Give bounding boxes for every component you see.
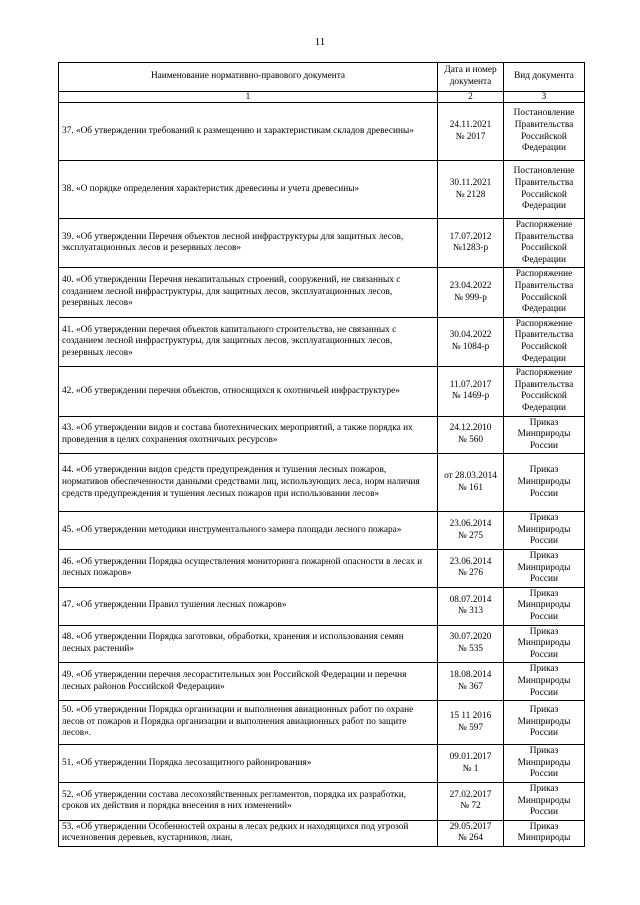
document-name-cell: 46. «Об утверждении Порядка осуществления мониторинга пожарной опасности в лесах и лесных пожаров» [59,550,438,588]
table-row [59,663,585,701]
document-type-cell: Приказ Минприроды России [504,454,585,512]
document-type-cell: Приказ Минприроды России [504,782,585,820]
header-document-name: Наименование нормативно-правового документа [59,63,438,92]
date-number-cell: 15 11 2016 № 597 [438,701,504,745]
document-name-cell: 43. «Об утверждении видов и состава биотехнических мероприятий, а также порядка их проведения в целях сохранения охотничьих ресурсов» [59,416,438,454]
date-number-cell: от 28.03.2014 № 161 [438,454,504,512]
date-number-cell: 29.05.2017 № 264 [438,820,504,846]
document-name-cell: 38. «О порядке определения характеристик древесины и учета древесины» [59,161,438,219]
document-type-cell: Постановление Правительства Российской Федерации [504,103,585,161]
date-number-cell: 27.02.2017 № 72 [438,782,504,820]
document-type-cell: Распоряжение Правительства Российской Федерации [504,219,585,268]
date-number-cell: 23.04.2022 № 999-р [438,268,504,317]
date-number-cell: 17.07.2012 №1283-р [438,219,504,268]
date-number-cell: 08.07.2014 № 313 [438,587,504,625]
document-name-cell: 42. «Об утверждении перечня объектов, относящихся к охотничьей инфраструктуре» [59,367,438,416]
document-type-cell: Приказ Минприроды России [504,701,585,745]
table-row [59,782,585,820]
date-number-cell: 18.08.2014 № 367 [438,663,504,701]
table-row [59,625,585,663]
column-number-3: 3 [504,92,585,103]
document-name-cell: 41. «Об утверждении перечня объектов капитального строительства, не связанных с созданием лесной инфраструктуры, для защитных лесов, эксплуатационных лесов, резервных лесов» [59,317,438,366]
page-number: 11 [314,36,326,48]
document-type-cell: Приказ Минприроды [504,820,585,846]
table-row [59,317,585,366]
header-document-type: Вид документа [504,63,585,92]
table-row [59,454,585,512]
document-type-cell: Приказ Минприроды России [504,745,585,783]
table-row [59,550,585,588]
table-row [59,701,585,745]
column-number-row [59,92,585,103]
date-number-cell: 30.07.2020 № 535 [438,625,504,663]
document-type-cell: Приказ Минприроды России [504,625,585,663]
document-name-cell: 39. «Об утверждении Перечня объектов лесной инфраструктуры для защитных лесов, эксплуатационных лесов и резервных лесов» [59,219,438,268]
document-name-cell: 37. «Об утверждении требований к размещению и характеристикам складов древесины» [59,103,438,161]
table-row [59,820,585,846]
document-type-cell: Приказ Минприроды России [504,512,585,550]
date-number-cell: 30.04.2022 № 1084-р [438,317,504,366]
table-header-row [59,63,585,92]
date-number-cell: 23.06.2014 № 275 [438,512,504,550]
table-row [59,268,585,317]
document-name-cell: 52. «Об утверждении состава лесохозяйственных регламентов, порядка их разработки, сроков их действия и порядка внесения в них изменений» [59,782,438,820]
document-name-cell: 50. «Об утверждении Порядка организации и выполнения авиационных работ по охране лесов от пожаров и Порядка организации и выполнения авиационных работ по защите лесов». [59,701,438,745]
document-type-cell: Распоряжение Правительства Российской Федерации [504,367,585,416]
document-name-cell: 45. «Об утверждении методики инструментального замера площади лесного пожара» [59,512,438,550]
document-name-cell: 44. «Об утверждении видов средств предупреждения и тушения лесных пожаров, нормативов обеспеченности данными средствами лиц, использующих леса, норм наличия средств предупреждения и тушения лесных пожаров при использовании лесов» [59,454,438,512]
table-row [59,219,585,268]
date-number-cell: 30.11.2021 № 2128 [438,161,504,219]
document-name-cell: 40. «Об утверждении Перечня некапитальных строений, сооружений, не связанных с созданием лесной инфраструктуры, для защитных лесов, эксплуатационных лесов, резервных лесов» [59,268,438,317]
document-type-cell: Приказ Минприроды России [504,587,585,625]
column-number-1: 1 [59,92,438,103]
table-row [59,745,585,783]
column-number-2: 2 [438,92,504,103]
document-name-cell: 53. «Об утверждении Особенностей охраны в лесах редких и находящихся под угрозой исчезновения деревьев, кустарников, лиан, [59,820,438,846]
document-type-cell: Приказ Минприроды России [504,416,585,454]
document-name-cell: 48. «Об утверждении Порядка заготовки, обработки, хранения и использования семян лесных растений» [59,625,438,663]
document-type-cell: Постановление Правительства Российской Федерации [504,161,585,219]
date-number-cell: 23.06.2014 № 276 [438,550,504,588]
regulatory-documents-table [58,62,585,847]
document-type-cell: Распоряжение Правительства Российской Федерации [504,317,585,366]
table-row [59,416,585,454]
document-type-cell: Приказ Минприроды России [504,550,585,588]
table-row [59,587,585,625]
document-name-cell: 49. «Об утверждении перечня лесорастительных зон Российской Федерации и перечня лесных районов Российской Федерации» [59,663,438,701]
table-row [59,512,585,550]
table-row [59,367,585,416]
date-number-cell: 11.07.2017 № 1469-р [438,367,504,416]
document-type-cell: Распоряжение Правительства Российской Федерации [504,268,585,317]
document-name-cell: 51. «Об утверждении Порядка лесозащитного районирования» [59,745,438,783]
document-name-cell: 47. «Об утверждении Правил тушения лесных пожаров» [59,587,438,625]
date-number-cell: 24.11.2021 № 2017 [438,103,504,161]
date-number-cell: 09.01.2017 № 1 [438,745,504,783]
table-row [59,103,585,161]
header-date-number: Дата и номер документа [438,63,504,92]
date-number-cell: 24.12.2010 № 560 [438,416,504,454]
table-row [59,161,585,219]
document-type-cell: Приказ Минприроды России [504,663,585,701]
